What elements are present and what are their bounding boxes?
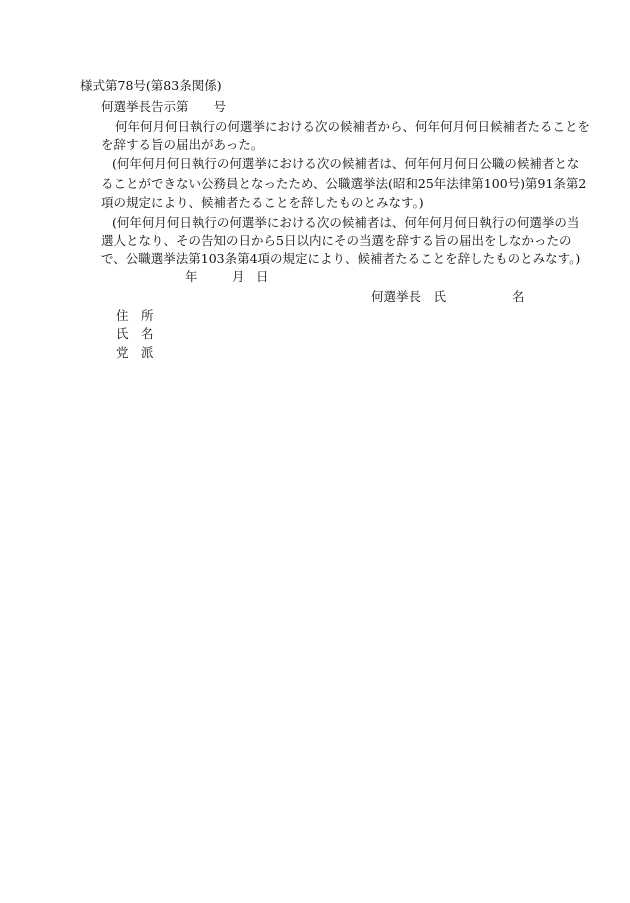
date-year-label: 年 <box>185 269 198 284</box>
field-address-label: 住 所 <box>116 308 154 323</box>
paragraph3-line2: 選人となり、その告知の日から5日以内にその当選を辞する旨の届出をしなかったの <box>101 233 572 248</box>
paragraph2-line3: 項の規定により、候補者たることを辞したものとみなす。) <box>101 195 424 210</box>
paragraph3-line1: (何年何月何日執行の何選挙における次の候補者は、何年何月何日執行の何選挙の当 <box>112 215 580 230</box>
paragraph2-line1: (何年何月何日執行の何選挙における次の候補者は、何年何月何日公職の候補者とな <box>112 156 580 171</box>
issuer-title: 何選挙長 氏 <box>371 289 447 304</box>
field-party-label: 党 派 <box>116 345 154 360</box>
paragraph2-line2: ることができない公務員となったため、公職選挙法(昭和25年法律第100号)第91条第2 <box>101 176 587 191</box>
issuer-name-end: 名 <box>512 289 525 304</box>
paragraph1-line1: 何年何月何日執行の何選挙における次の候補者から、何年何月何日候補者たることを <box>115 119 591 134</box>
paragraph1-line2: を辞する旨の届出があった。 <box>101 137 264 152</box>
field-name-label: 氏 名 <box>116 326 154 341</box>
paragraph3-line3: で、公職選挙法第103条第4項の規定により、候補者たることを辞したものとみなす。) <box>101 251 581 266</box>
form-number: 様式第78号(第83条関係) <box>80 78 222 93</box>
date-day-label: 日 <box>256 269 269 284</box>
notice-number: 何選挙長告示第 号 <box>101 99 227 114</box>
date-month-label: 月 <box>232 269 245 284</box>
